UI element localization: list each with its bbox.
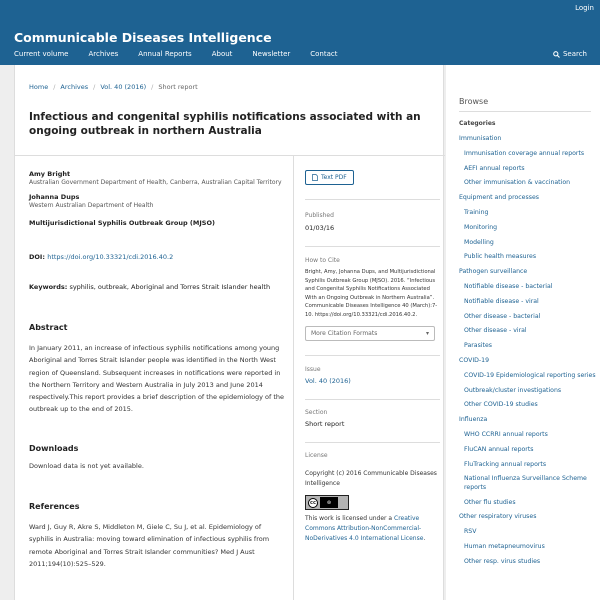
- article-details-column: [305, 170, 440, 544]
- category-link[interactable]: FluCAN annual reports: [464, 445, 534, 453]
- section-label: Section: [305, 409, 328, 416]
- section-divider: [305, 199, 440, 200]
- section-divider: [305, 355, 440, 356]
- browse-heading: Browse: [459, 97, 489, 106]
- abstract-heading: Abstract: [29, 323, 68, 332]
- doi: [29, 253, 284, 261]
- author-group: Multijurisdictional Syphilis Outbreak Group (MJSO): [29, 219, 215, 227]
- category-link[interactable]: Other COVID-19 studies: [464, 401, 538, 409]
- published-label: Published: [305, 212, 334, 219]
- article-content: [14, 65, 444, 600]
- by-nc-nd-icon: ⊜: [320, 497, 338, 508]
- nav-current-volume[interactable]: Current volume: [14, 50, 69, 58]
- category-link[interactable]: Notifiable disease - viral: [464, 297, 539, 305]
- copyright-text: Copyright (c) 2016 Communicable Diseases Intelligence: [305, 470, 437, 487]
- category-link[interactable]: National Influenza Surveillance Scheme reports: [464, 475, 587, 491]
- category-list: [459, 135, 599, 573]
- category-link[interactable]: Public health measures: [464, 253, 537, 261]
- breadcrumb-separator: /: [53, 83, 56, 91]
- category-link[interactable]: WHO CCRRI annual reports: [464, 430, 548, 438]
- nav-newsletter[interactable]: Newsletter: [252, 50, 291, 58]
- search-icon: [553, 51, 560, 58]
- sidebar: [446, 65, 600, 600]
- category-group[interactable]: Influenza: [459, 416, 488, 424]
- category-link[interactable]: Other resp. virus studies: [464, 557, 541, 565]
- category-link[interactable]: Human metapneumovirus: [464, 543, 545, 551]
- category-group[interactable]: Other respiratory viruses: [459, 513, 537, 521]
- category-link[interactable]: AEFI annual reports: [464, 164, 525, 172]
- author-affiliation: Western Australian Department of Health: [29, 202, 154, 209]
- license-link[interactable]: Creative Commons Attribution-NonCommercial-NoDerivatives 4.0 International License: [305, 515, 424, 542]
- breadcrumb-separator: /: [151, 83, 154, 91]
- categories-label: Categories: [459, 120, 496, 127]
- chevron-down-icon: ▾: [425, 330, 429, 337]
- keywords: [29, 283, 284, 291]
- published-date: 01/03/16: [305, 224, 335, 232]
- breadcrumb-issue[interactable]: Vol. 40 (2016): [100, 83, 147, 91]
- citation-formats-dropdown[interactable]: [305, 326, 435, 341]
- site-header: [0, 0, 600, 65]
- author-name: Amy Bright: [29, 170, 71, 178]
- search-link[interactable]: [553, 50, 587, 58]
- nav-contact[interactable]: Contact: [310, 50, 338, 58]
- author-name: Johanna Dups: [29, 193, 80, 201]
- license-text-end: .: [423, 535, 426, 542]
- article-main-column: [29, 170, 284, 570]
- nav-annual-reports[interactable]: Annual Reports: [138, 50, 192, 58]
- references-heading: References: [29, 502, 80, 512]
- category-link[interactable]: Immunisation coverage annual reports: [464, 149, 585, 157]
- main-nav: [14, 50, 358, 58]
- category-link[interactable]: Modelling: [464, 238, 494, 246]
- category-group[interactable]: COVID-19: [459, 356, 490, 364]
- browse-divider: [459, 111, 591, 112]
- article-title: Infectious and congenital syphilis notifications associated with an ongoing outbreak in northern Australia: [29, 111, 421, 137]
- category-link[interactable]: Training: [464, 208, 489, 216]
- license-statement: [305, 514, 440, 544]
- license-label: License: [305, 452, 328, 459]
- issue-label: Issue: [305, 366, 321, 373]
- author-block: [29, 193, 284, 210]
- issue-link[interactable]: Vol. 40 (2016): [305, 377, 351, 385]
- downloads-heading: Downloads: [29, 443, 79, 453]
- category-link[interactable]: Monitoring: [464, 223, 498, 231]
- nav-about[interactable]: About: [211, 50, 233, 58]
- category-link[interactable]: RSV: [464, 528, 477, 536]
- category-group[interactable]: Equipment and processes: [459, 194, 539, 202]
- login-link[interactable]: Login: [575, 4, 594, 12]
- citation-text: Bright, Amy, Johanna Dups, and Multijurisdictional Syphilis Outbreak Group (MJSO). 2016. “Infectious and Congenital Syphilis Notifications Associated With an Ongoing Outbreak in Northern Australia”. Communicable Diseases Intelligence 40 (March):7-10. https://doi.org/10.33321/cdi.2016.40.2.: [305, 269, 438, 318]
- breadcrumb-home[interactable]: Home: [29, 83, 49, 91]
- category-link[interactable]: Other immunisation & vaccination: [464, 179, 571, 187]
- author-block: [29, 170, 284, 187]
- file-icon: [312, 174, 318, 181]
- category-link[interactable]: Parasites: [464, 342, 492, 350]
- column-divider: [293, 155, 294, 600]
- keywords-label: Keywords:: [29, 283, 68, 291]
- category-link[interactable]: Other disease - viral: [464, 327, 527, 335]
- cite-label: How to Cite: [305, 257, 340, 264]
- author-affiliation: Australian Government Department of Health, Canberra, Australian Capital Territory: [29, 179, 282, 186]
- site-title[interactable]: Communicable Diseases Intelligence: [14, 30, 272, 45]
- category-link[interactable]: COVID-19 Epidemiological reporting series: [464, 371, 596, 379]
- cc-icon: cc: [308, 498, 318, 508]
- breadcrumb-separator: /: [93, 83, 96, 91]
- breadcrumb: [29, 83, 198, 91]
- section-divider: [305, 399, 440, 400]
- category-group[interactable]: Pathogen surveillance: [459, 268, 528, 276]
- pdf-button[interactable]: [305, 170, 354, 185]
- title-divider: [15, 155, 445, 156]
- category-group[interactable]: Immunisation: [459, 135, 502, 142]
- category-link[interactable]: Outbreak/cluster investigations: [464, 386, 562, 394]
- cc-license-badge[interactable]: [305, 495, 349, 510]
- doi-link[interactable]: https://doi.org/10.33321/cdi.2016.40.2: [47, 253, 174, 261]
- nav-archives[interactable]: Archives: [88, 50, 119, 58]
- doi-label: DOI:: [29, 253, 45, 261]
- abstract-text: In January 2011, an increase of infectious syphilis notifications among young Aboriginal and Torres Strait Islander people was identified in the North West region of Queensland. Subsequent increases in notifications were reported in the Northern Territory and Western Australia in July 2013 and June 2014 respectively.This report provides a brief description of the epidemiology of the outbreak up to the end of 2015.: [29, 344, 285, 414]
- category-link[interactable]: Notifiable disease - bacterial: [464, 282, 553, 290]
- breadcrumb-archives[interactable]: Archives: [60, 83, 89, 91]
- keywords-value: syphilis, outbreak, Aboriginal and Torres Strait Islander health: [69, 283, 271, 291]
- downloads-text: Download data is not yet available.: [29, 461, 144, 470]
- section-value: Short report: [305, 420, 345, 428]
- pdf-button-label: Text PDF: [321, 174, 347, 181]
- search-label: Search: [562, 50, 587, 58]
- section-divider: [305, 246, 440, 247]
- category-link[interactable]: Other disease - bacterial: [464, 312, 541, 320]
- category-link[interactable]: FluTracking annual reports: [464, 460, 547, 468]
- citation-formats-label: More Citation Formats: [311, 330, 378, 337]
- category-link[interactable]: Other flu studies: [464, 498, 516, 506]
- breadcrumb-current: Short report: [158, 83, 198, 91]
- section-divider: [305, 442, 440, 443]
- license-text: This work is licensed under a: [305, 515, 395, 522]
- reference-item: Ward J, Guy R, Akre S, Middleton M, Giele C, Su J, et al. Epidemiology of syphilis in Australia: moving toward elimination of infectious syphilis from remote Aboriginal and Torres Strait Islander communities? Med J Aust 2011;194(10):525–529.: [29, 523, 270, 568]
